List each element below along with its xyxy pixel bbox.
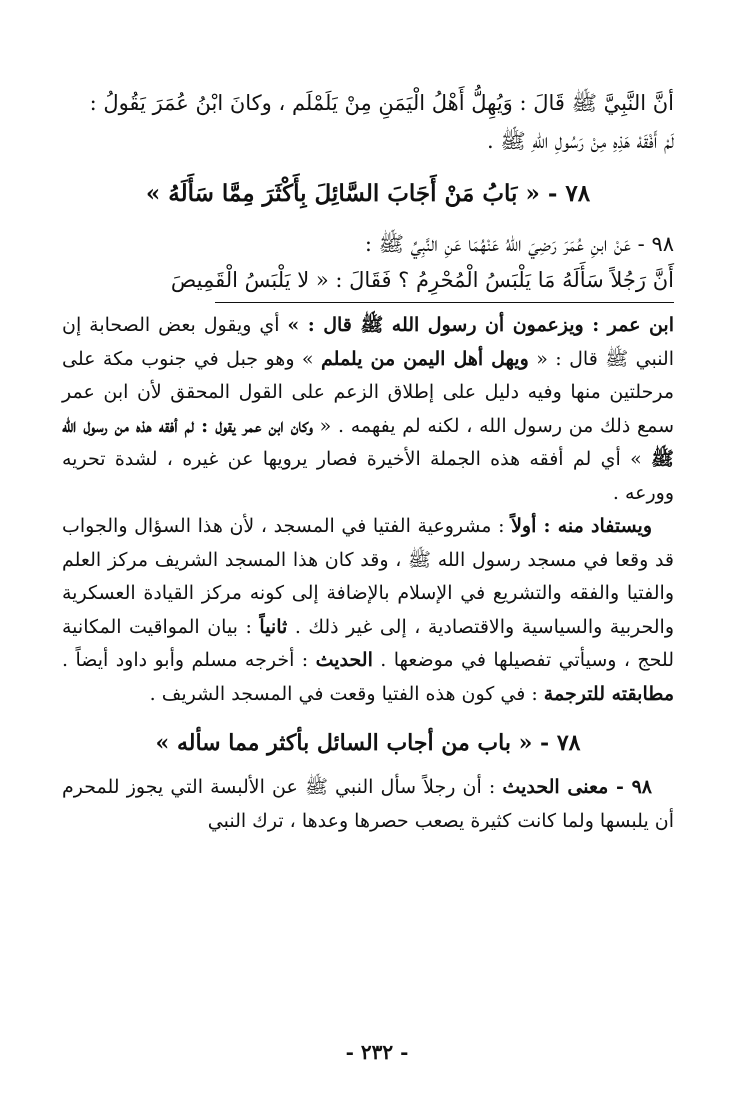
commentary-3-text-1: : أن رجلاً سأل النبي ﷺ عن الألبسة التي يجوز للمحرم أن يلبسها ولما كانت كثيرة يصعب حصرها وعدها ، ترك النبي — [62, 776, 674, 832]
commentary-paragraph-3 — [62, 771, 674, 838]
commentary-2-text-4: : في كون هذه الفتيا وقعت في المسجد الشريف . — [149, 682, 544, 705]
commentary-1-bold-3: وكان ابن عمر يقول : لم أفقه هذه من رسول الله ﷺ — [62, 414, 674, 470]
commentary-2-bold-2: ثانياً — [259, 615, 288, 638]
commentary-2-text-3: : أخرجه مسلم وأبو داود أيضاً . — [62, 649, 316, 671]
commentary-2-bold-3: الحديث — [315, 649, 373, 671]
chapter-heading-2: ٧٨ - « باب من أجاب السائل بأكثر مما سأله » — [155, 730, 581, 756]
commentary-1-bold-2: ويهل أهل اليمن من يلملم — [321, 347, 529, 370]
commentary-paragraph-1 — [62, 309, 674, 510]
commentary-paragraph-2 — [62, 510, 674, 711]
hadith-line-1: ٩٨ - عَنْ ابنِ عُمَرَ رَضِيَ اللهُ عَنْهُمَا عَنِ النَّبِيِّ ﷺ : — [364, 232, 674, 256]
commentary-divider — [215, 302, 674, 303]
top-text-line-1: أنَّ النَّبِيَّ ﷺ قَالَ : وَيُهِلُّ أَهْلُ الْيَمَنِ مِنْ يَلَمْلَم ، وكانَ ابْنُ عُمَرَ يَقُولُ : — [89, 91, 674, 115]
page-content — [62, 84, 674, 838]
commentary-1-text-1: أي ويقول بعض الصحابة إن النبي ﷺ قال : « — [62, 314, 674, 370]
commentary-1-bold-1: ابن عمر : ويزعمون أن رسول الله ﷺ قال : » — [287, 314, 674, 336]
hadith-line-2: أَنَّ رَجُلاً سَأَلَهُ مَا يَلْبَسُ الْمُحْرِمُ ؟ فَقَالَ : « لا يَلْبَسُ الْقَمِيصَ — [170, 268, 674, 292]
commentary-3-bold-1: ٩٨ - معنى الحديث — [502, 776, 652, 798]
chapter-heading-1: ٧٨ - « بَابُ مَنْ أَجَابَ السَّائِلَ بِأَكْثَرَ مِمَّا سَأَلَهُ » — [145, 180, 591, 207]
commentary-1-text-2: » وهو جبل في جنوب مكة على مرحلتين منها وفيه دليل على إطلاق الزعم على القول المحقق لأن ابن عمر سمع ذلك من رسول الله ، لكنه لم يفهمه . « — [62, 347, 675, 437]
commentary-2-text-2: : بيان المواقيت المكانية للحج ، وسيأتي تفصيلها في موضعها . — [62, 615, 674, 671]
commentary-2-bold-1: ويستفاد منه : أولاً — [511, 515, 652, 537]
top-text-line-2: لَمْ أَفْقَهْ هَذِهِ مِنْ رَسُولِ اللهِ ﷺ . — [487, 129, 674, 153]
top-hadith-text — [62, 84, 674, 160]
commentary-2-bold-4: مطابقته للترجمة — [543, 682, 674, 705]
page-number: - ٢٣٢ - — [345, 1040, 409, 1064]
commentary-1-text-3: » أي لم أفقه هذه الجملة الأخيرة فصار يرويها عن غيره ، لشدة تحريه وورعه . — [62, 448, 674, 504]
commentary-2-text-1: : مشروعية الفتيا في المسجد ، لأن هذا السؤال والجواب قد وقعا في مسجد رسول الله ﷺ ، وقد كان هذا المسجد الشريف مركز العلم والفتيا والفقه والتشريع في الإسلام بالإضافة إلى كونه مركز القيادة العسكرية والحربية والسياسية والاقتصادية ، إلى غير ذلك . — [62, 515, 674, 638]
